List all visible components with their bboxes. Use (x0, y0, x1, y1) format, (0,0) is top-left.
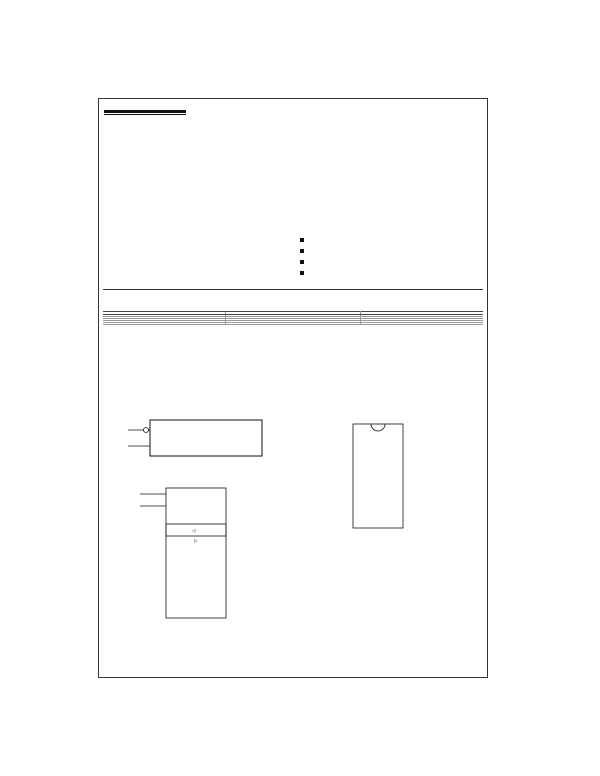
fairchild-logo (104, 110, 186, 116)
ordering-table (103, 311, 483, 325)
svg-text:▷: ▷ (194, 538, 198, 543)
ieee-symbol-diagram (130, 486, 260, 626)
logic-symbol-diagram (110, 406, 270, 472)
list-item (300, 247, 308, 258)
list-item (300, 258, 308, 269)
list-item (300, 269, 308, 280)
control-block (166, 488, 226, 536)
dip-package (353, 424, 403, 528)
list-item (300, 236, 308, 247)
connection-diagram (325, 420, 435, 532)
oe-inversion-bubble (144, 428, 149, 433)
pin1-notch (371, 424, 385, 431)
divider (103, 289, 483, 290)
svg-text:◁: ◁ (192, 528, 196, 533)
table-row (103, 323, 483, 325)
chip-body (150, 420, 262, 456)
features-list (300, 236, 308, 280)
side-title (486, 100, 506, 670)
